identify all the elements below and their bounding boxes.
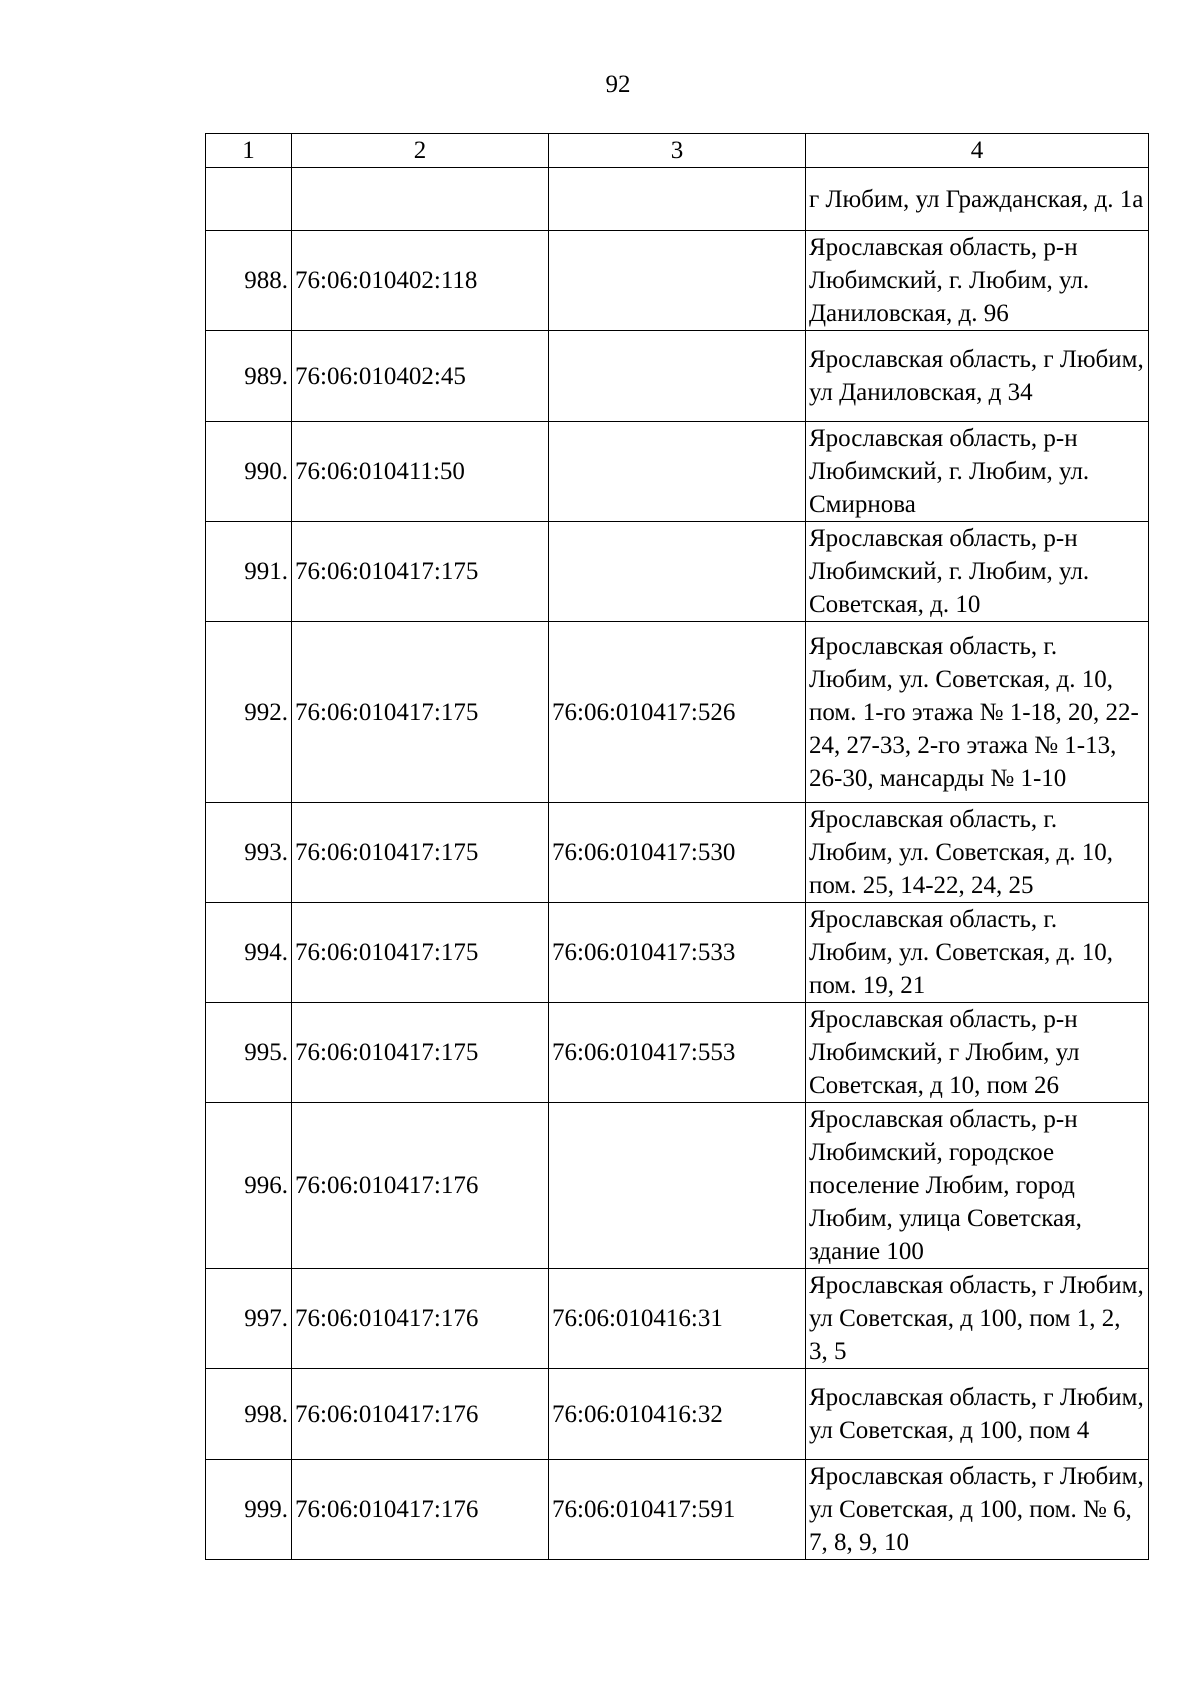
object-number-cell: [549, 1103, 806, 1269]
row-number-cell: 998.: [206, 1369, 292, 1460]
object-number-cell: [549, 168, 806, 231]
cadastral-number-cell: 76:06:010417:176: [292, 1460, 549, 1560]
table-row: [206, 1269, 1149, 1369]
cadastral-number-cell: 76:06:010402:118: [292, 231, 549, 331]
table-row: [206, 168, 1149, 231]
object-number-cell: 76:06:010417:591: [549, 1460, 806, 1560]
header-col-4: 4: [806, 134, 1149, 168]
address-cell: Ярославская область, г Любим, ул Даниловская, д 34: [806, 331, 1149, 422]
address-cell: Ярославская область, г Любим, ул Советская, д 100, пом 4: [806, 1369, 1149, 1460]
object-number-cell: 76:06:010416:31: [549, 1269, 806, 1369]
object-number-cell: 76:06:010417:533: [549, 903, 806, 1003]
row-number-cell: 995.: [206, 1003, 292, 1103]
cadastral-number-cell: 76:06:010417:175: [292, 1003, 549, 1103]
table-row: [206, 803, 1149, 903]
row-number-cell: 991.: [206, 522, 292, 622]
address-cell: Ярославская область, р-н Любимский, г. Любим, ул. Даниловская, д. 96: [806, 231, 1149, 331]
table-row: [206, 422, 1149, 522]
page-number: 92: [605, 71, 631, 98]
address-cell: г Любим, ул Гражданская, д. 1а: [806, 168, 1149, 231]
table-row: [206, 522, 1149, 622]
address-cell: Ярославская область, р-н Любимский, городское поселение Любим, город Любим, улица Советская, здание 100: [806, 1103, 1149, 1269]
row-number-cell: 990.: [206, 422, 292, 522]
cadastral-number-cell: 76:06:010417:175: [292, 622, 549, 803]
cadastral-number-cell: 76:06:010411:50: [292, 422, 549, 522]
address-cell: Ярославская область, р-н Любимский, г Любим, ул Советская, д 10, пом 26: [806, 1003, 1149, 1103]
table-header: [206, 134, 1149, 168]
cadastral-number-cell: 76:06:010417:176: [292, 1369, 549, 1460]
table-row: [206, 1103, 1149, 1269]
cadastral-number-cell: 76:06:010417:175: [292, 522, 549, 622]
table-row: [206, 231, 1149, 331]
table-row: [206, 1460, 1149, 1560]
object-number-cell: 76:06:010416:32: [549, 1369, 806, 1460]
object-number-cell: 76:06:010417:526: [549, 622, 806, 803]
cadastral-number-cell: 76:06:010417:176: [292, 1103, 549, 1269]
cadastral-number-cell: [292, 168, 549, 231]
row-number-cell: 994.: [206, 903, 292, 1003]
cadastral-number-cell: 76:06:010402:45: [292, 331, 549, 422]
cadastral-number-cell: 76:06:010417:175: [292, 803, 549, 903]
row-number-cell: 996.: [206, 1103, 292, 1269]
object-number-cell: 76:06:010417:553: [549, 1003, 806, 1103]
table-row: [206, 331, 1149, 422]
object-number-cell: [549, 231, 806, 331]
row-number-cell: 993.: [206, 803, 292, 903]
header-col-1: 1: [206, 134, 292, 168]
header-col-3: 3: [549, 134, 806, 168]
registry-table: [205, 133, 1149, 1560]
address-cell: Ярославская область, г Любим, ул Советская, д 100, пом 1, 2, 3, 5: [806, 1269, 1149, 1369]
address-cell: Ярославская область, г Любим, ул Советская, д 100, пом. № 6, 7, 8, 9, 10: [806, 1460, 1149, 1560]
header-col-2: 2: [292, 134, 549, 168]
table-row: [206, 622, 1149, 803]
address-cell: Ярославская область, р-н Любимский, г. Любим, ул. Смирнова: [806, 422, 1149, 522]
row-number-cell: [206, 168, 292, 231]
object-number-cell: [549, 331, 806, 422]
row-number-cell: 999.: [206, 1460, 292, 1560]
table-row: [206, 1369, 1149, 1460]
object-number-cell: 76:06:010417:530: [549, 803, 806, 903]
table-row: [206, 903, 1149, 1003]
row-number-cell: 992.: [206, 622, 292, 803]
object-number-cell: [549, 422, 806, 522]
table-body: [206, 168, 1149, 1560]
object-number-cell: [549, 522, 806, 622]
address-cell: Ярославская область, г. Любим, ул. Советская, д. 10, пом. 25, 14-22, 24, 25: [806, 803, 1149, 903]
address-cell: Ярославская область, г. Любим, ул. Советская, д. 10, пом. 19, 21: [806, 903, 1149, 1003]
cadastral-number-cell: 76:06:010417:175: [292, 903, 549, 1003]
cadastral-number-cell: 76:06:010417:176: [292, 1269, 549, 1369]
address-cell: Ярославская область, р-н Любимский, г. Любим, ул. Советская, д. 10: [806, 522, 1149, 622]
row-number-cell: 997.: [206, 1269, 292, 1369]
row-number-cell: 989.: [206, 331, 292, 422]
row-number-cell: 988.: [206, 231, 292, 331]
address-cell: Ярославская область, г. Любим, ул. Советская, д. 10, пом. 1-го этажа № 1-18, 20, 22-24, 27-33, 2-го этажа № 1-13, 26-30, мансарды № 1-10: [806, 622, 1149, 803]
table-row: [206, 1003, 1149, 1103]
header-row: [206, 134, 1149, 168]
